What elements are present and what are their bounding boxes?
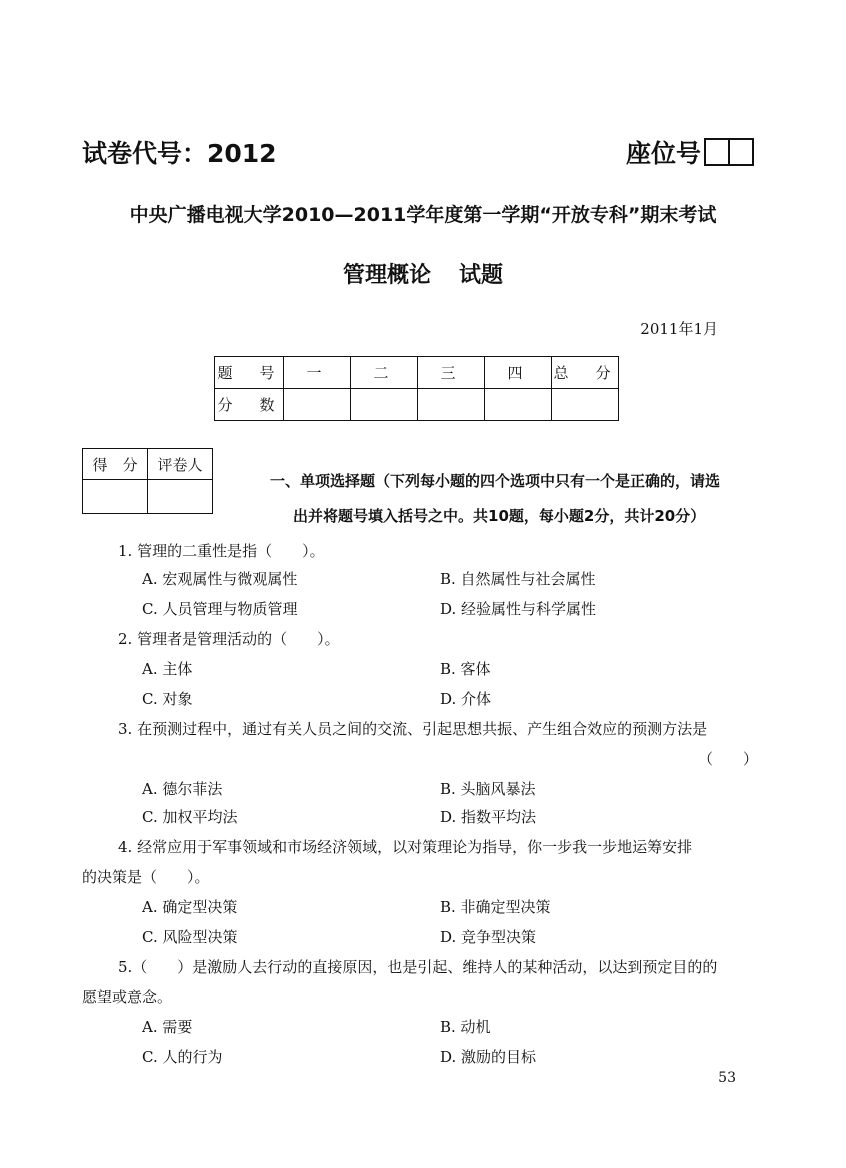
question-3-option-b: B. 头脑风暴法: [440, 780, 536, 798]
question-5-stem: 5.（ ）是激励人去行动的直接原因，也是引起、维持人的某种活动，以达到预定目的的: [118, 958, 718, 976]
score-cell: [418, 389, 485, 421]
question-1-option-a: A. 宏观属性与微观属性: [142, 570, 298, 588]
exam-code-label: 试卷代号：2012: [82, 139, 277, 168]
score-cell: [552, 389, 619, 421]
page-number: 53: [718, 1070, 736, 1086]
question-4-option-b: B. 非确定型决策: [440, 898, 551, 916]
question-1-option-b: B. 自然属性与社会属性: [440, 570, 596, 588]
subject-title: 管理概论: [342, 263, 431, 288]
question-3-option-a: A. 德尔菲法: [142, 780, 223, 798]
seat-number-label: 座位号: [626, 139, 702, 168]
score-table-header-row: [215, 357, 619, 389]
score-header-cell: 题 号: [215, 357, 284, 389]
question-1-option-d: D. 经验属性与科学属性: [440, 600, 597, 618]
seat-box: [730, 138, 754, 166]
question-4-option-d: D. 竞争型决策: [440, 928, 537, 946]
score-header-cell: 二: [351, 357, 418, 389]
grader-name-header: 评卷人: [148, 449, 213, 480]
question-1-stem: 1. 管理的二重性是指（ ）。: [118, 542, 325, 560]
question-5-stem-continued: 愿望或意念。: [82, 988, 173, 1006]
question-3-stem: 3. 在预测过程中，通过有关人员之间的交流、引起思想共振、产生组合效应的预测方法是: [118, 720, 708, 738]
question-3-option-d: D. 指数平均法: [440, 808, 537, 826]
seat-number-boxes: [704, 138, 754, 166]
grader-table: [82, 448, 213, 514]
question-5-option-a: A. 需要: [142, 1018, 193, 1036]
question-3-option-c: C. 加权平均法: [142, 808, 238, 826]
question-3-answer-parens: （ ）: [698, 750, 759, 768]
question-4-option-c: C. 风险型决策: [142, 928, 238, 946]
score-header-cell: 三: [418, 357, 485, 389]
grader-score-header: 得 分: [83, 449, 148, 480]
question-2-option-b: B. 客体: [440, 660, 491, 678]
main-title: [0, 258, 846, 289]
exam-title: 中央广播电视大学2010—2011学年度第一学期“开放专科”期末考试: [129, 204, 717, 226]
score-row-label: 分 数: [215, 389, 284, 421]
score-cell: [351, 389, 418, 421]
question-4-stem-continued: 的决策是（ ）。: [82, 868, 210, 886]
score-table: [214, 356, 619, 421]
score-header-cell: 四: [485, 357, 552, 389]
question-5-option-d: D. 激励的目标: [440, 1048, 537, 1066]
score-cell: [485, 389, 552, 421]
grader-score-cell: [83, 480, 148, 514]
question-4-stem: 4. 经常应用于军事领域和市场经济领域，以对策理论为指导，你一步我一步地运筹安排: [118, 838, 693, 856]
question-5-option-c: C. 人的行为: [142, 1048, 223, 1066]
score-header-cell: 总 分: [552, 357, 619, 389]
question-4-option-a: A. 确定型决策: [142, 898, 238, 916]
question-1-option-c: C. 人员管理与物质管理: [142, 600, 298, 618]
section-instructions-line2: 出并将题号填入括号之中。共10题，每小题2分，共计20分）: [293, 507, 706, 525]
question-5-option-b: B. 动机: [440, 1018, 491, 1036]
question-2-option-c: C. 对象: [142, 690, 193, 708]
exam-date: 2011年1月: [640, 320, 718, 338]
question-2-option-a: A. 主体: [142, 660, 193, 678]
section-instructions-line1: 一、单项选择题（下列每小题的四个选项中只有一个是正确的，请选: [270, 472, 721, 490]
question-2-option-d: D. 介体: [440, 690, 492, 708]
seat-box: [704, 138, 730, 166]
score-cell: [284, 389, 351, 421]
score-table-value-row: [215, 389, 619, 421]
question-2-stem: 2. 管理者是管理活动的（ ）。: [118, 630, 340, 648]
score-header-cell: 一: [284, 357, 351, 389]
paper-type-title: 试题: [459, 263, 504, 288]
grader-name-cell: [148, 480, 213, 514]
